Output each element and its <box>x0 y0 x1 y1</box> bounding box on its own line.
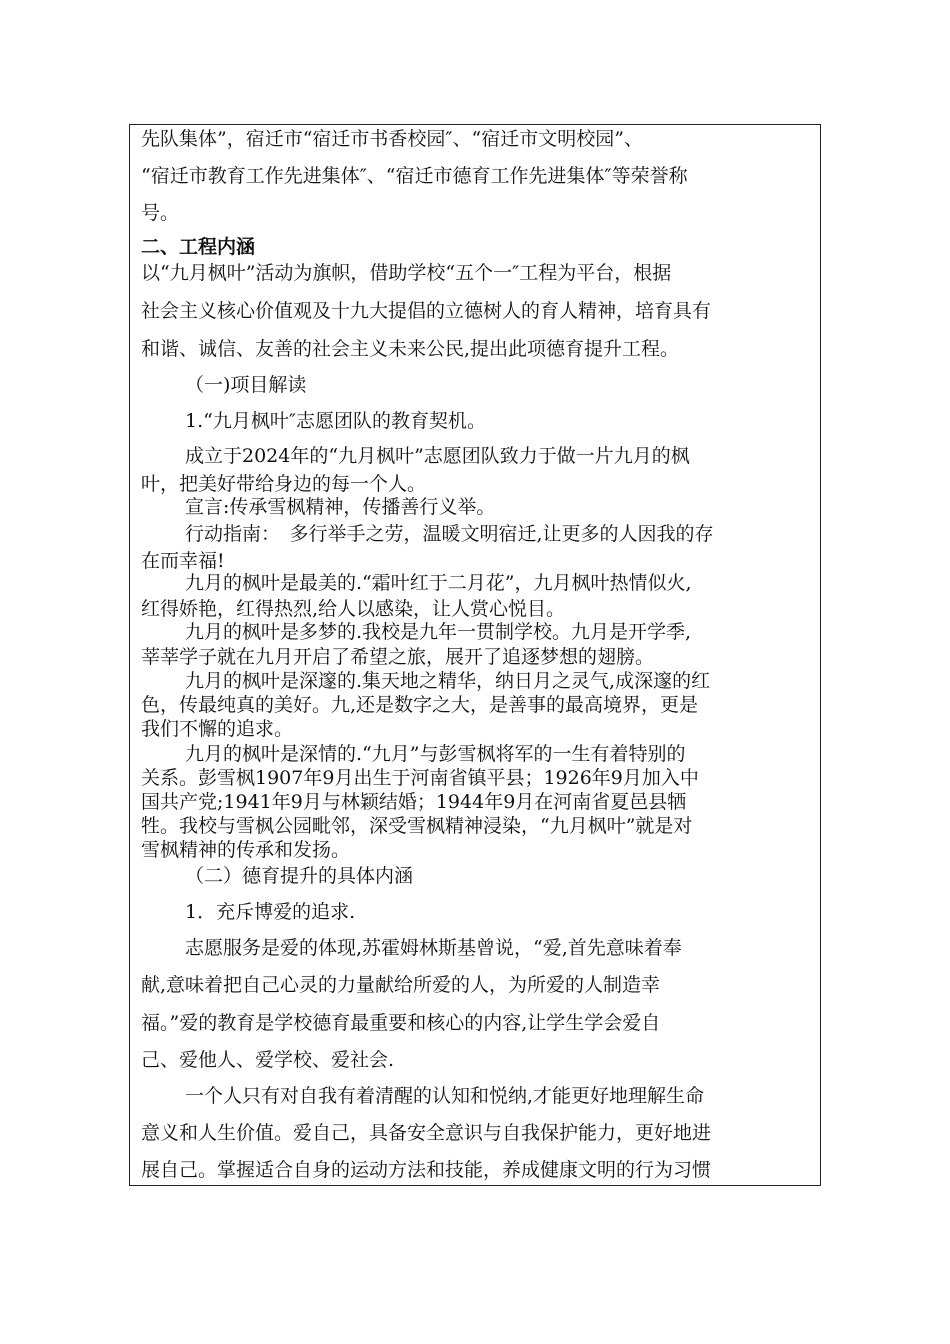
text-line: 号。 <box>141 202 180 224</box>
text-line: 成立于2024年的“九月枫叶”志愿团队致力于做一片九月的枫 <box>185 445 690 467</box>
text-line: 国共产党;1941年9月与林颖结婚；1944年9月在河南省夏邑县牺 <box>141 791 687 813</box>
text-line: 关系。彭雪枫1907年9月出生于河南省镇平县；1926年9月加入中 <box>141 767 699 789</box>
text-line: （二）德育提升的具体内涵 <box>185 865 414 887</box>
text-line: “宿迁市教育工作先进集体″、“宿迁市德育工作先进集体″等荣誉称 <box>141 165 688 187</box>
section-heading: 二、工程内涵 <box>141 236 256 258</box>
text-line: 一个人只有对自我有着清醒的认知和悦纳,才能更好地理解生命 <box>185 1085 705 1107</box>
text-line: 1．充斥博爱的追求. <box>185 901 356 923</box>
text-line: 九月的枫叶是最美的.“霜叶红于二月花”，九月枫叶热情似火, <box>185 572 692 594</box>
text-line: 展自己。掌握适合自身的运动方法和技能，养成健康文明的行为习惯 <box>141 1159 712 1181</box>
text-line: 色，传最纯真的美好。九,还是数字之大，是善事的最高境界，更是 <box>141 694 699 716</box>
text-line: 和谐、诚信、友善的社会主义未来公民,提出此项德育提升工程。 <box>141 338 680 360</box>
text-line: 九月的枫叶是深邃的.集天地之精华，纳日月之灵气,成深邃的红 <box>185 670 711 692</box>
text-line: 献,意味着把自己心灵的力量献给所爱的人，为所爱的人制造幸 <box>141 974 661 996</box>
text-line: 红得娇艳，红得热烈,给人以感染，让人赏心悦目。 <box>141 598 566 620</box>
text-line: （一)项目解读 <box>185 374 307 396</box>
text-line: 社会主义核心价值观及十九大提倡的立德树人的育人精神，培育具有 <box>141 300 712 322</box>
text-line: 雪枫精神的传承和发扬。 <box>141 839 351 861</box>
text-line: 志愿服务是爱的体现,苏霍姆林斯基曾说，“爱,首先意味着奉 <box>185 937 682 959</box>
text-line: 我们不懈的追求。 <box>141 718 294 740</box>
document-table-cell <box>129 124 821 1186</box>
text-line: 福。”爱的教育是学校德育最重要和核心的内容,让学生学会爱自 <box>141 1012 661 1034</box>
text-line: 先队集体”，宿迁市“宿迁市书香校园″、“宿迁市文明校园”、 <box>141 128 643 150</box>
text-line: 宣言:传承雪枫精神，传播善行义举。 <box>185 496 496 518</box>
text-line: 己、爱他人、爱学校、爱社会. <box>141 1049 395 1071</box>
text-line: 在而幸福! <box>141 550 225 572</box>
text-line: 意义和人生价值。爱自己，具备安全意识与自我保护能力，更好地进 <box>141 1122 712 1144</box>
text-line: 牲。我校与雪枫公园毗邻，深受雪枫精神浸染，“九月枫叶”就是对 <box>141 815 693 837</box>
text-line: 莘莘学子就在九月开启了希望之旅，展开了追逐梦想的翅膀。 <box>141 646 655 668</box>
text-line: 以“九月枫叶”活动为旗帜，借助学校“五个一″工程为平台，根据 <box>141 262 672 284</box>
text-line: 九月的枫叶是多梦的.我校是九年一贯制学校。九月是开学季, <box>185 621 692 643</box>
text-line: 行动指南： 多行举手之劳，温暖文明宿迁,让更多的人因我的存 <box>185 523 714 545</box>
text-line: 叶，把美好带给身边的每一个人。 <box>141 473 427 495</box>
text-line: 1.“九月枫叶″志愿团队的教育契机。 <box>185 410 486 432</box>
text-line: 九月的枫叶是深情的.“九月”与彭雪枫将军的一生有着特别的 <box>185 743 686 765</box>
